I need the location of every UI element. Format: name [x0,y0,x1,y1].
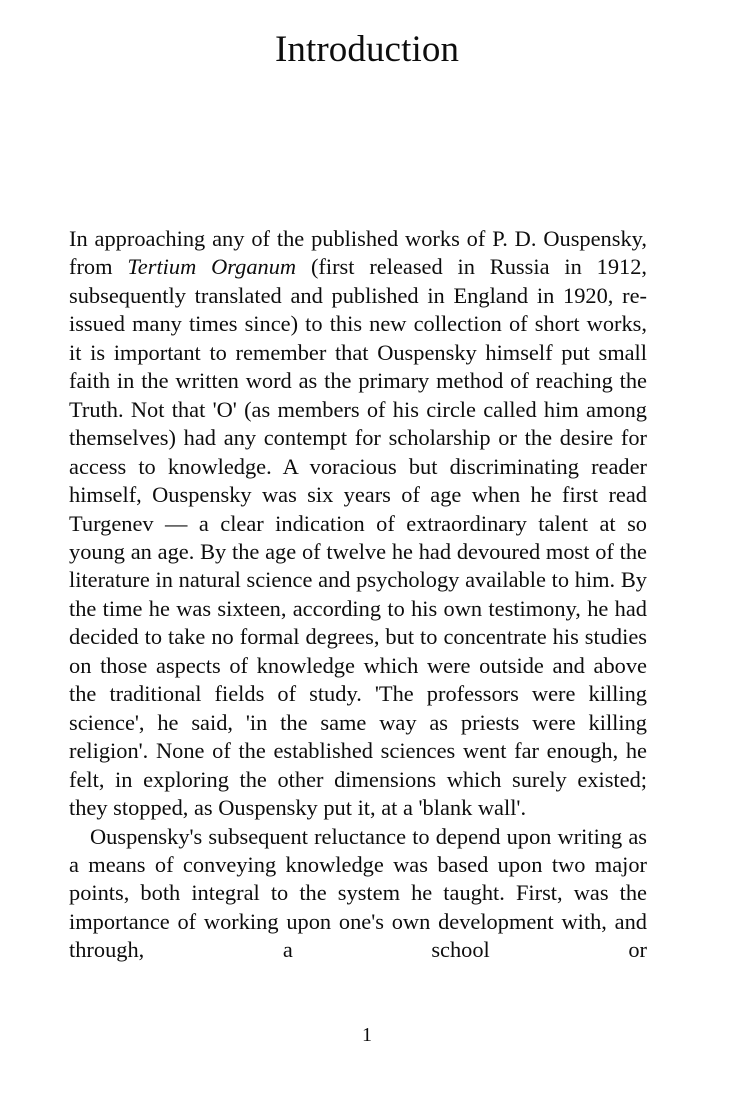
paragraph-text: Ouspensky's subsequent reluctance to depend upon writing as a means of conveying knowledge was based upon two major points, both integral to the system he taught. First, was the importance of working upon one's own development with, and through, a school or [69,823,647,963]
body-paragraph [69,225,647,823]
page-title: Introduction [274,29,460,70]
body-text-block [69,225,647,993]
paragraph-text: (first released in Russia in 1912, subsequently translated and published in England in 1920, re-issued many times since) to this new collection of short works, it is important to remember that Ouspensky himself put small faith in the written word as the primary method of reaching the Truth. Not that 'O' (as members of his circle called him among themselves) had any contempt for scholarship or the desire for access to knowledge. A voracious but discriminating reader himself, Ouspensky was six years of age when he first read Turgenev — a clear indication of extraordinary talent at so young an age. By the age of twelve he had devoured most of the literature in natural science and psychology available to him. By the time he was sixteen, according to his own testimony, he had decided to take no formal degrees, but to concentrate his studies on those aspects of knowledge which were outside and above the traditional fields of study. 'The professors were killing science', he said, 'in the same way as priests were killing religion'. None of the established sciences went far enough, he felt, in exploring the other dimensions which surely existed; they stopped, as Ouspensky put it, at a 'blank wall'. [69,254,648,821]
cited-work-title: Tertium Organum [127,254,297,280]
page-number: 1 [362,1024,372,1046]
body-paragraph [69,823,647,994]
paragraph-text: In approaching any of the published works of P. D. Ouspensky, from [69,226,647,280]
